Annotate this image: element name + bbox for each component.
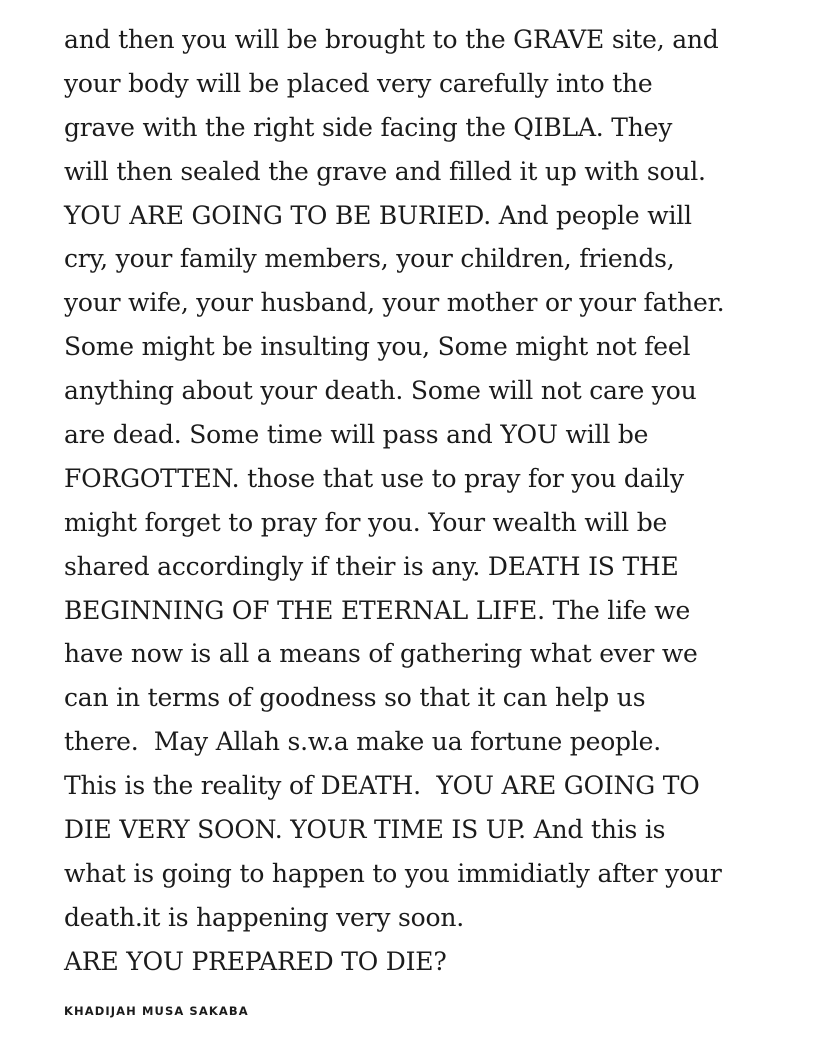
closing-question: ARE YOU PREPARED TO DIE? <box>64 946 447 976</box>
author-name: KHADIJAH MUSA SAKABA <box>64 1004 249 1018</box>
text-line: will then sealed the grave and filled it up with soul. <box>64 156 706 186</box>
text-line: grave with the right side facing the QIBLA. They <box>64 112 673 142</box>
text-line: anything about your death. Some will not care you <box>64 376 697 406</box>
text-line: might forget to pray for you. Your wealth will be <box>64 507 668 537</box>
text-line: DIE VERY SOON. YOUR TIME IS UP. And this is <box>64 815 666 845</box>
text-line: your wife, your husband, your mother or your father. <box>64 288 725 318</box>
text-line: can in terms of goodness so that it can help us <box>64 683 646 713</box>
text-line: your body will be placed very carefully into the <box>64 68 653 98</box>
text-line: what is going to happen to you immidiatly after your <box>64 858 722 888</box>
text-line: FORGOTTEN. those that use to pray for you daily <box>64 463 684 493</box>
text-line: there. May Allah s.w.a make ua fortune people. <box>64 727 661 757</box>
text-line: and then you will be brought to the GRAVE site, and <box>64 25 719 54</box>
text-line: This is the reality of DEATH. YOU ARE GOING TO <box>64 771 700 801</box>
text-line: death.it is happening very soon. <box>64 902 465 932</box>
text-line: are dead. Some time will pass and YOU will be <box>64 420 649 450</box>
text-line: cry, your family members, your children, friends, <box>64 244 675 274</box>
text-line: Some might be insulting you, Some might not feel <box>64 332 691 362</box>
text-line: BEGINNING OF THE ETERNAL LIFE. The life we <box>64 595 691 625</box>
body-text <box>64 18 824 984</box>
text-line: YOU ARE GOING TO BE BURIED. And people will <box>64 200 692 230</box>
text-line: shared accordingly if their is any. DEATH IS THE <box>64 551 679 581</box>
text-line: have now is all a means of gathering what ever we <box>64 639 698 669</box>
